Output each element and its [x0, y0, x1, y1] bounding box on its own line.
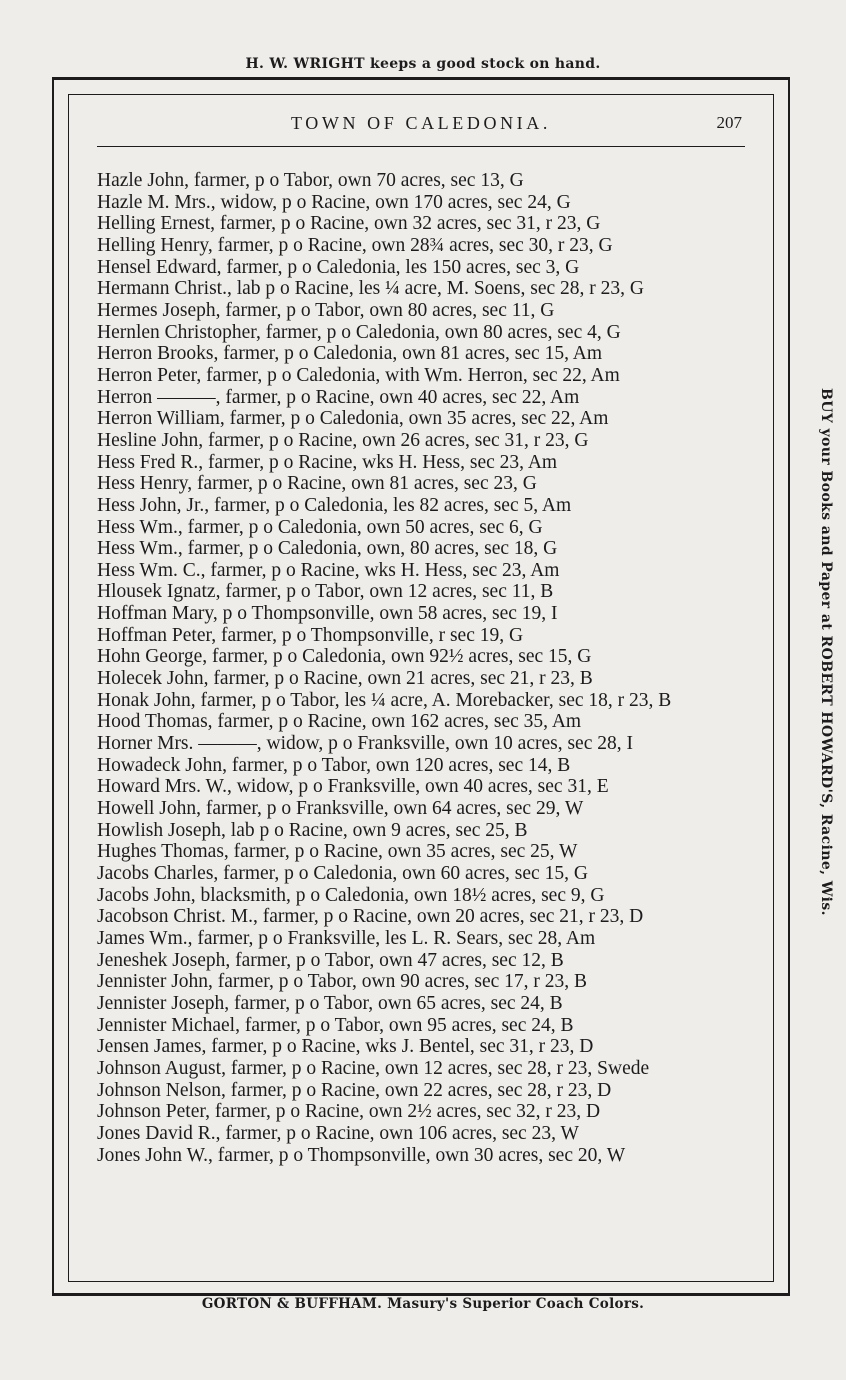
directory-entry: Holecek John, farmer, p o Racine, own 21 acres, sec 21, r 23, B — [97, 668, 593, 690]
directory-entry: Howlish Joseph, lab p o Racine, own 9 acres, sec 25, B — [97, 819, 528, 841]
directory-entry: Hess Wm., farmer, p o Caledonia, own 50 acres, sec 6, G — [97, 516, 543, 538]
directory-entry: Hermann Christ., lab p o Racine, les ¼ acre, M. Soens, sec 28, r 23, G — [97, 278, 644, 300]
directory-entry: Jacobson Christ. M., farmer, p o Racine, own 20 acres, sec 21, r 23, D — [97, 906, 644, 928]
directory-entry: Hohn George, farmer, p o Caledonia, own 92½ acres, sec 15, G — [97, 646, 592, 668]
directory-entry: Hesline John, farmer, p o Racine, own 26 acres, sec 31, r 23, G — [97, 429, 589, 451]
directory-entry: Jones John W., farmer, p o Thompsonville, own 30 acres, sec 20, W — [97, 1144, 626, 1166]
directory-entry: Hess Wm., farmer, p o Caledonia, own, 80 acres, sec 18, G — [97, 538, 558, 560]
directory-entry: Howard Mrs. W., widow, p o Franksville, own 40 acres, sec 31, E — [97, 776, 609, 798]
directory-entry: Jacobs Charles, farmer, p o Caledonia, own 60 acres, sec 15, G — [97, 863, 588, 884]
directory-entry: Hood Thomas, farmer, p o Racine, own 162 acres, sec 35, Am — [97, 711, 582, 733]
side-advertisement: BUY your Books and Paper at ROBERT HOWARD'S, Racine, Wis. — [818, 388, 834, 916]
directory-entry: Herron William, farmer, p o Caledonia, own 35 acres, sec 22, Am — [97, 408, 609, 430]
directory-entry: James Wm., farmer, p o Franksville, les L. R. Sears, sec 28, Am — [97, 927, 596, 949]
head-rule — [97, 146, 745, 147]
directory-entry: Hughes Thomas, farmer, p o Racine, own 35 acres, sec 25, W — [97, 841, 578, 863]
directory-entry: Herron Brooks, farmer, p o Caledonia, own 81 acres, sec 15, Am — [97, 343, 603, 365]
directory-entry: Horner Mrs. ———, widow, p o Franksville, own 10 acres, sec 28, I — [97, 733, 633, 755]
directory-entry: Hazle M. Mrs., widow, p o Racine, own 170 acres, sec 24, G — [97, 191, 571, 213]
directory-entry: Hess Henry, farmer, p o Racine, own 81 acres, sec 23, G — [97, 473, 537, 495]
directory-entry: Johnson Peter, farmer, p o Racine, own 2½ acres, sec 32, r 23, D — [97, 1101, 601, 1123]
directory-entry: Hoffman Mary, p o Thompsonville, own 58 acres, sec 19, I — [97, 603, 558, 625]
directory-entry: Honak John, farmer, p o Tabor, les ¼ acre, A. Morebacker, sec 18, r 23, B — [97, 689, 672, 711]
directory-entry: Herron Peter, farmer, p o Caledonia, with Wm. Herron, sec 22, Am — [97, 364, 620, 386]
directory-entry: Herron ———, farmer, p o Racine, own 40 acres, sec 22, Am — [97, 386, 580, 408]
directory-entry: Howell John, farmer, p o Franksville, own 64 acres, sec 29, W — [97, 798, 584, 820]
page-number: 207 — [716, 113, 742, 132]
directory-entry: Helling Henry, farmer, p o Racine, own 28¾ acres, sec 30, r 23, G — [97, 234, 613, 256]
directory-entry: Helling Ernest, farmer, p o Racine, own 32 acres, sec 31, r 23, G — [97, 213, 601, 235]
directory-entries — [97, 170, 747, 1166]
directory-entry: Hensel Edward, farmer, p o Caledonia, les 150 acres, sec 3, G — [97, 256, 580, 278]
directory-entry: Jennister Joseph, farmer, p o Tabor, own 65 acres, sec 24, B — [97, 992, 563, 1014]
directory-entry: Jennister Michael, farmer, p o Tabor, own 95 acres, sec 24, B — [97, 1014, 574, 1036]
footer-advertisement: GORTON & BUFFHAM. Masury's Superior Coach Colors. — [201, 1296, 645, 1312]
running-head — [68, 113, 774, 137]
directory-entry: Johnson Nelson, farmer, p o Racine, own 22 acres, sec 28, r 23, D — [97, 1079, 612, 1101]
directory-entry: Howadeck John, farmer, p o Tabor, own 120 acres, sec 14, B — [97, 754, 571, 776]
directory-entry: Jennister John, farmer, p o Tabor, own 90 acres, sec 17, r 23, B — [97, 971, 588, 993]
directory-entry: Johnson August, farmer, p o Racine, own 12 acres, sec 28, r 23, Swede — [97, 1057, 650, 1079]
directory-entry: Hernlen Christopher, farmer, p o Caledonia, own 80 acres, sec 4, G — [97, 321, 621, 343]
directory-entry: Hess Fred R., farmer, p o Racine, wks H. Hess, sec 23, Am — [97, 451, 558, 473]
directory-entry: Hazle John, farmer, p o Tabor, own 70 acres, sec 13, G — [97, 170, 524, 191]
directory-entry: Jacobs John, blacksmith, p o Caledonia, own 18½ acres, sec 9, G — [97, 884, 605, 906]
directory-entry: Hlousek Ignatz, farmer, p o Tabor, own 12 acres, sec 11, B — [97, 581, 554, 603]
directory-entry: Hoffman Peter, farmer, p o Thompsonville, r sec 19, G — [97, 624, 524, 646]
directory-entry: Jones David R., farmer, p o Racine, own 106 acres, sec 23, W — [97, 1122, 579, 1144]
directory-entry: Hess Wm. C., farmer, p o Racine, wks H. Hess, sec 23, Am — [97, 559, 560, 581]
running-title: TOWN OF CALEDONIA. — [291, 113, 551, 133]
directory-entry: Jensen James, farmer, p o Racine, wks J. Bentel, sec 31, r 23, D — [97, 1036, 594, 1058]
header-advertisement: H. W. WRIGHT keeps a good stock on hand. — [245, 56, 601, 72]
directory-entry: Hermes Joseph, farmer, p o Tabor, own 80 acres, sec 11, G — [97, 299, 555, 321]
directory-entry: Hess John, Jr., farmer, p o Caledonia, les 82 acres, sec 5, Am — [97, 494, 572, 516]
directory-entry: Jeneshek Joseph, farmer, p o Tabor, own 47 acres, sec 12, B — [97, 949, 564, 971]
